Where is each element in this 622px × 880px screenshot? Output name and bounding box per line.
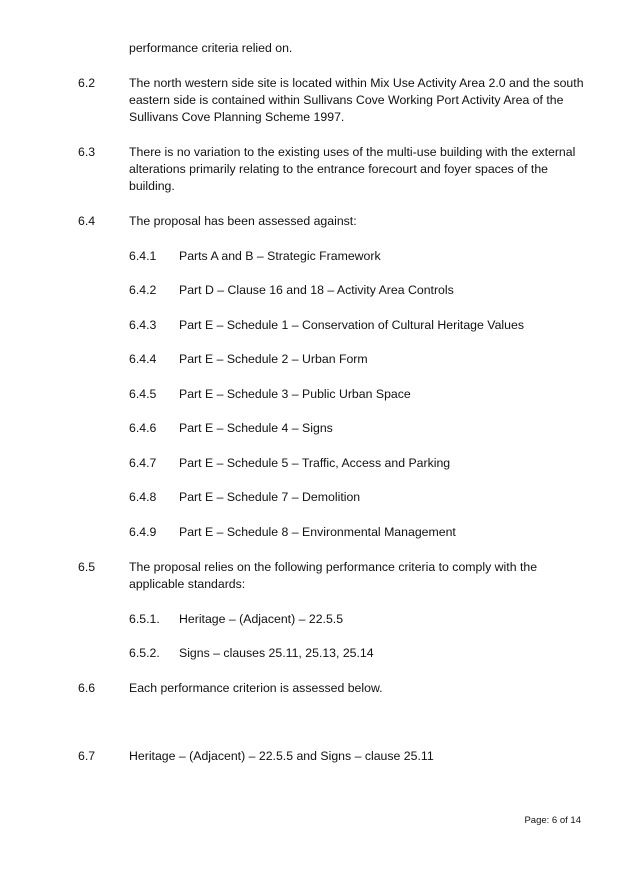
section-6-3-line-1: There is no variation to the existing uses of the multi-use building with the external [129, 145, 576, 159]
subitem-text: Part E – Schedule 3 – Public Urban Space [179, 387, 411, 401]
subitem-text: Part E – Schedule 8 – Environmental Management [179, 525, 456, 539]
section-6-7-line-1: Heritage – (Adjacent) – 22.5.5 and Signs – clause 25.11 [129, 749, 434, 763]
section-6-2-line-3: Sullivans Cove Planning Scheme 1997. [129, 110, 345, 125]
section-text-6-2 [129, 75, 589, 127]
subitem-number: 6.4.2 [129, 283, 157, 297]
continuation-text: performance criteria relied on. [129, 41, 293, 55]
section-6-3-line-3: building. [129, 179, 175, 194]
subitem-number: 6.4.7 [129, 456, 157, 470]
section-6-2-line-2: eastern side is contained within Sullivans Cove Working Port Activity Area of the [129, 93, 564, 108]
subitem-text: Part E – Schedule 7 – Demolition [179, 490, 361, 504]
subitem-text: Heritage – (Adjacent) – 22.5.5 [179, 612, 344, 626]
subitem-number: 6.4.3 [129, 318, 157, 332]
subitem-number: 6.5.2. [129, 646, 160, 660]
subitem-text: Part D – Clause 16 and 18 – Activity Area Controls [179, 283, 454, 297]
subitem-number: 6.4.9 [129, 525, 157, 539]
section-text-6-4 [129, 213, 589, 230]
page-number: Page: 6 of 14 [524, 815, 581, 826]
subitem-number: 6.4.4 [129, 352, 157, 366]
section-number-6-6: 6.6 [78, 681, 96, 695]
subitem-text: Part E – Schedule 4 – Signs [179, 421, 333, 435]
subitem-number: 6.4.6 [129, 421, 157, 435]
section-heading-6-7 [129, 748, 589, 765]
section-6-4-line-1: The proposal has been assessed against: [129, 214, 357, 228]
subitem-number: 6.4.1 [129, 249, 157, 263]
section-6-3-line-2: alterations primarily relating to the entrance forecourt and foyer spaces of the [129, 162, 549, 177]
section-6-2-line-1: The north western side site is located within Mix Use Activity Area 2.0 and the south [129, 76, 584, 90]
subitem-number: 6.4.8 [129, 490, 157, 504]
section-number-6-7: 6.7 [78, 749, 96, 763]
subitem-number: 6.5.1. [129, 612, 160, 626]
section-number-6-4: 6.4 [78, 214, 96, 228]
section-number-6-2: 6.2 [78, 76, 96, 90]
section-6-6-line-1: Each performance criterion is assessed below. [129, 681, 383, 695]
subitem-text: Parts A and B – Strategic Framework [179, 249, 381, 263]
section-text-6-3 [129, 144, 589, 196]
subitem-text: Part E – Schedule 1 – Conservation of Cultural Heritage Values [179, 318, 524, 332]
section-text-6-6 [129, 680, 589, 697]
subitem-number: 6.4.5 [129, 387, 157, 401]
section-text-6-5 [129, 559, 589, 593]
section-number-6-3: 6.3 [78, 145, 96, 159]
subitem-text: Signs – clauses 25.11, 25.13, 25.14 [179, 646, 374, 660]
subitem-text: Part E – Schedule 2 – Urban Form [179, 352, 368, 366]
section-6-5-line-2: applicable standards: [129, 577, 246, 592]
subitem-text: Part E – Schedule 5 – Traffic, Access and Parking [179, 456, 451, 470]
section-number-6-5: 6.5 [78, 560, 96, 574]
section-6-5-line-1: The proposal relies on the following performance criteria to comply with the [129, 560, 538, 574]
